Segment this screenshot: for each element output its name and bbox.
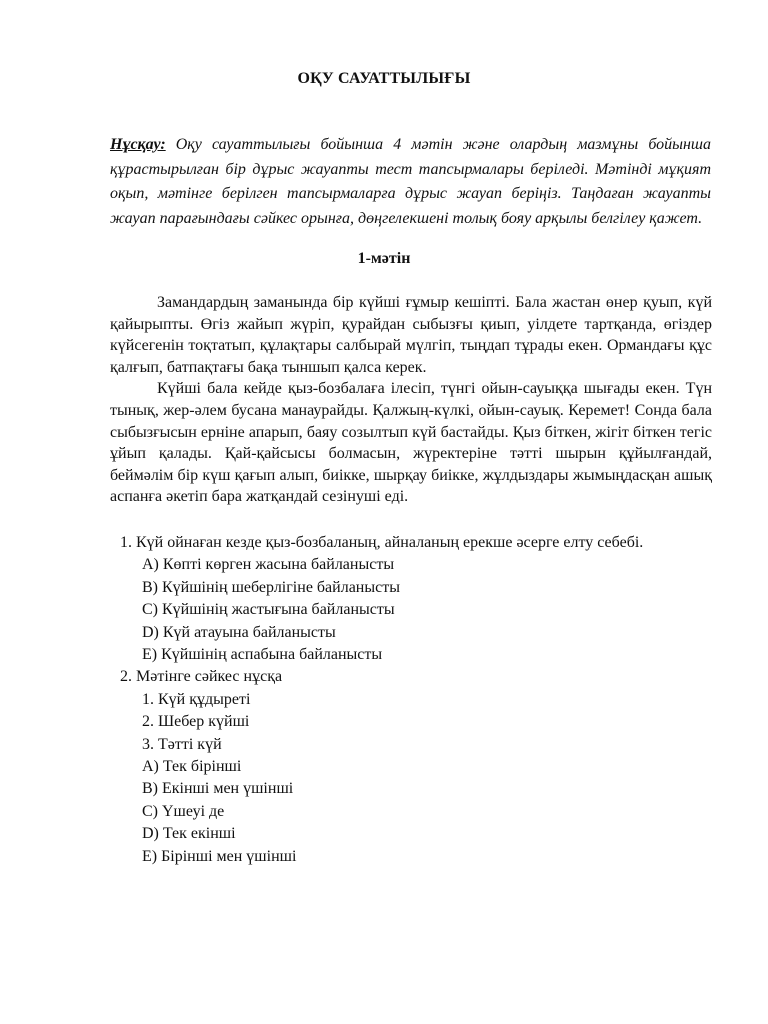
question-2-option-e: E) Бірінші мен үшінші xyxy=(142,847,297,865)
passage-paragraph-1: Замандардың заманында бір күйші ғұмыр кешіпті. Бала жастан өнер қуып, күй қайырыпты. Өгіз жайып жүріп, қурайдан сыбызғы қиып, уілдете тартқанда, өгіздер күйсегенін тоқтатып, құлақтары салбырай мүлгіп, тыңдап тұрады екен. Ормандағы құс қалғып, батпақтағы бақа тыншып қалса керек. xyxy=(110,294,712,376)
question-1-option-e: E) Күйшінің аспабына байланысты xyxy=(142,646,383,664)
instruction-text: Оқу сауаттылығы бойынша 4 мәтін және олардың мазмұны бойынша құрастырылған бір дұрыс жауапты тест тапсырмалары беріледі. Мәтінді мұқият оқып, мәтінге берілген тапсырмаларға дұрыс жауап беріңіз. Таңдаған жауапты жауап парағындағы сәйкес орынға, дөңгелекшені толық бояу арқылы белгілеу қажет. xyxy=(110,136,711,227)
question-1-text: 1. Күй ойнаған кезде қыз-бозбаланың, айналаның ерекше әсерге елту себебі. xyxy=(120,534,644,551)
question-1-option-d: D) Күй атауына байланысты xyxy=(142,623,336,641)
reading-passage xyxy=(110,292,712,508)
document-title: ОҚУ САУАТТЫЛЫҒЫ xyxy=(297,70,471,87)
instruction-block xyxy=(110,133,711,231)
question-1-option-b: B) Күйшінің шеберлігіне байланысты xyxy=(142,578,400,596)
question-2-statement-3: 3. Тәтті күй xyxy=(142,735,222,753)
question-2 xyxy=(120,666,720,868)
question-2-option-a: A) Тек бірінші xyxy=(142,758,242,776)
question-2-statement-2: 2. Шебер күйші xyxy=(142,713,250,731)
question-2-text: 2. Мәтінге сәйкес нұсқа xyxy=(120,668,283,686)
question-1-option-a: A) Көпті көрген жасына байланысты xyxy=(142,556,395,574)
question-1-options xyxy=(120,554,720,666)
question-2-statement-1: 1. Күй құдыреті xyxy=(142,690,251,708)
question-2-option-c: C) Үшеуі де xyxy=(142,802,225,820)
question-1-option-c: C) Күйшінің жастығына байланысты xyxy=(142,601,395,619)
question-2-option-d: D) Тек екінші xyxy=(142,825,236,843)
question-2-options xyxy=(120,689,720,868)
questions-section xyxy=(120,532,720,868)
instruction-label: Нұсқау: xyxy=(110,136,166,153)
question-2-option-b: B) Екінші мен үшінші xyxy=(142,780,294,798)
question-1 xyxy=(120,532,720,666)
passage-paragraph-2: Күйші бала кейде қыз-бозбалаға ілесіп, түнгі ойын-сауыққа шығады екен. Түн тынық, жер-әлем бусана манаурайды. Қалжың-күлкі, ойын-сауық. Керемет! Сонда бала сыбызғысын ерніне апарып, баяу созылтып күй бастайды. Қыз біткен, жігіт біткен тегіс ұйып қалады. Қай-қайсысы болмасын, жүректеріне тәтті шырын құйылғандай, беймәлім бір күш қағып алып, биікке, шырқау биікке, жұлдыздары жымыңдасқан ашық аспанға әкетіп бара жатқандай сезінуші еді. xyxy=(110,380,712,506)
text-heading: 1-мәтін xyxy=(357,250,411,267)
